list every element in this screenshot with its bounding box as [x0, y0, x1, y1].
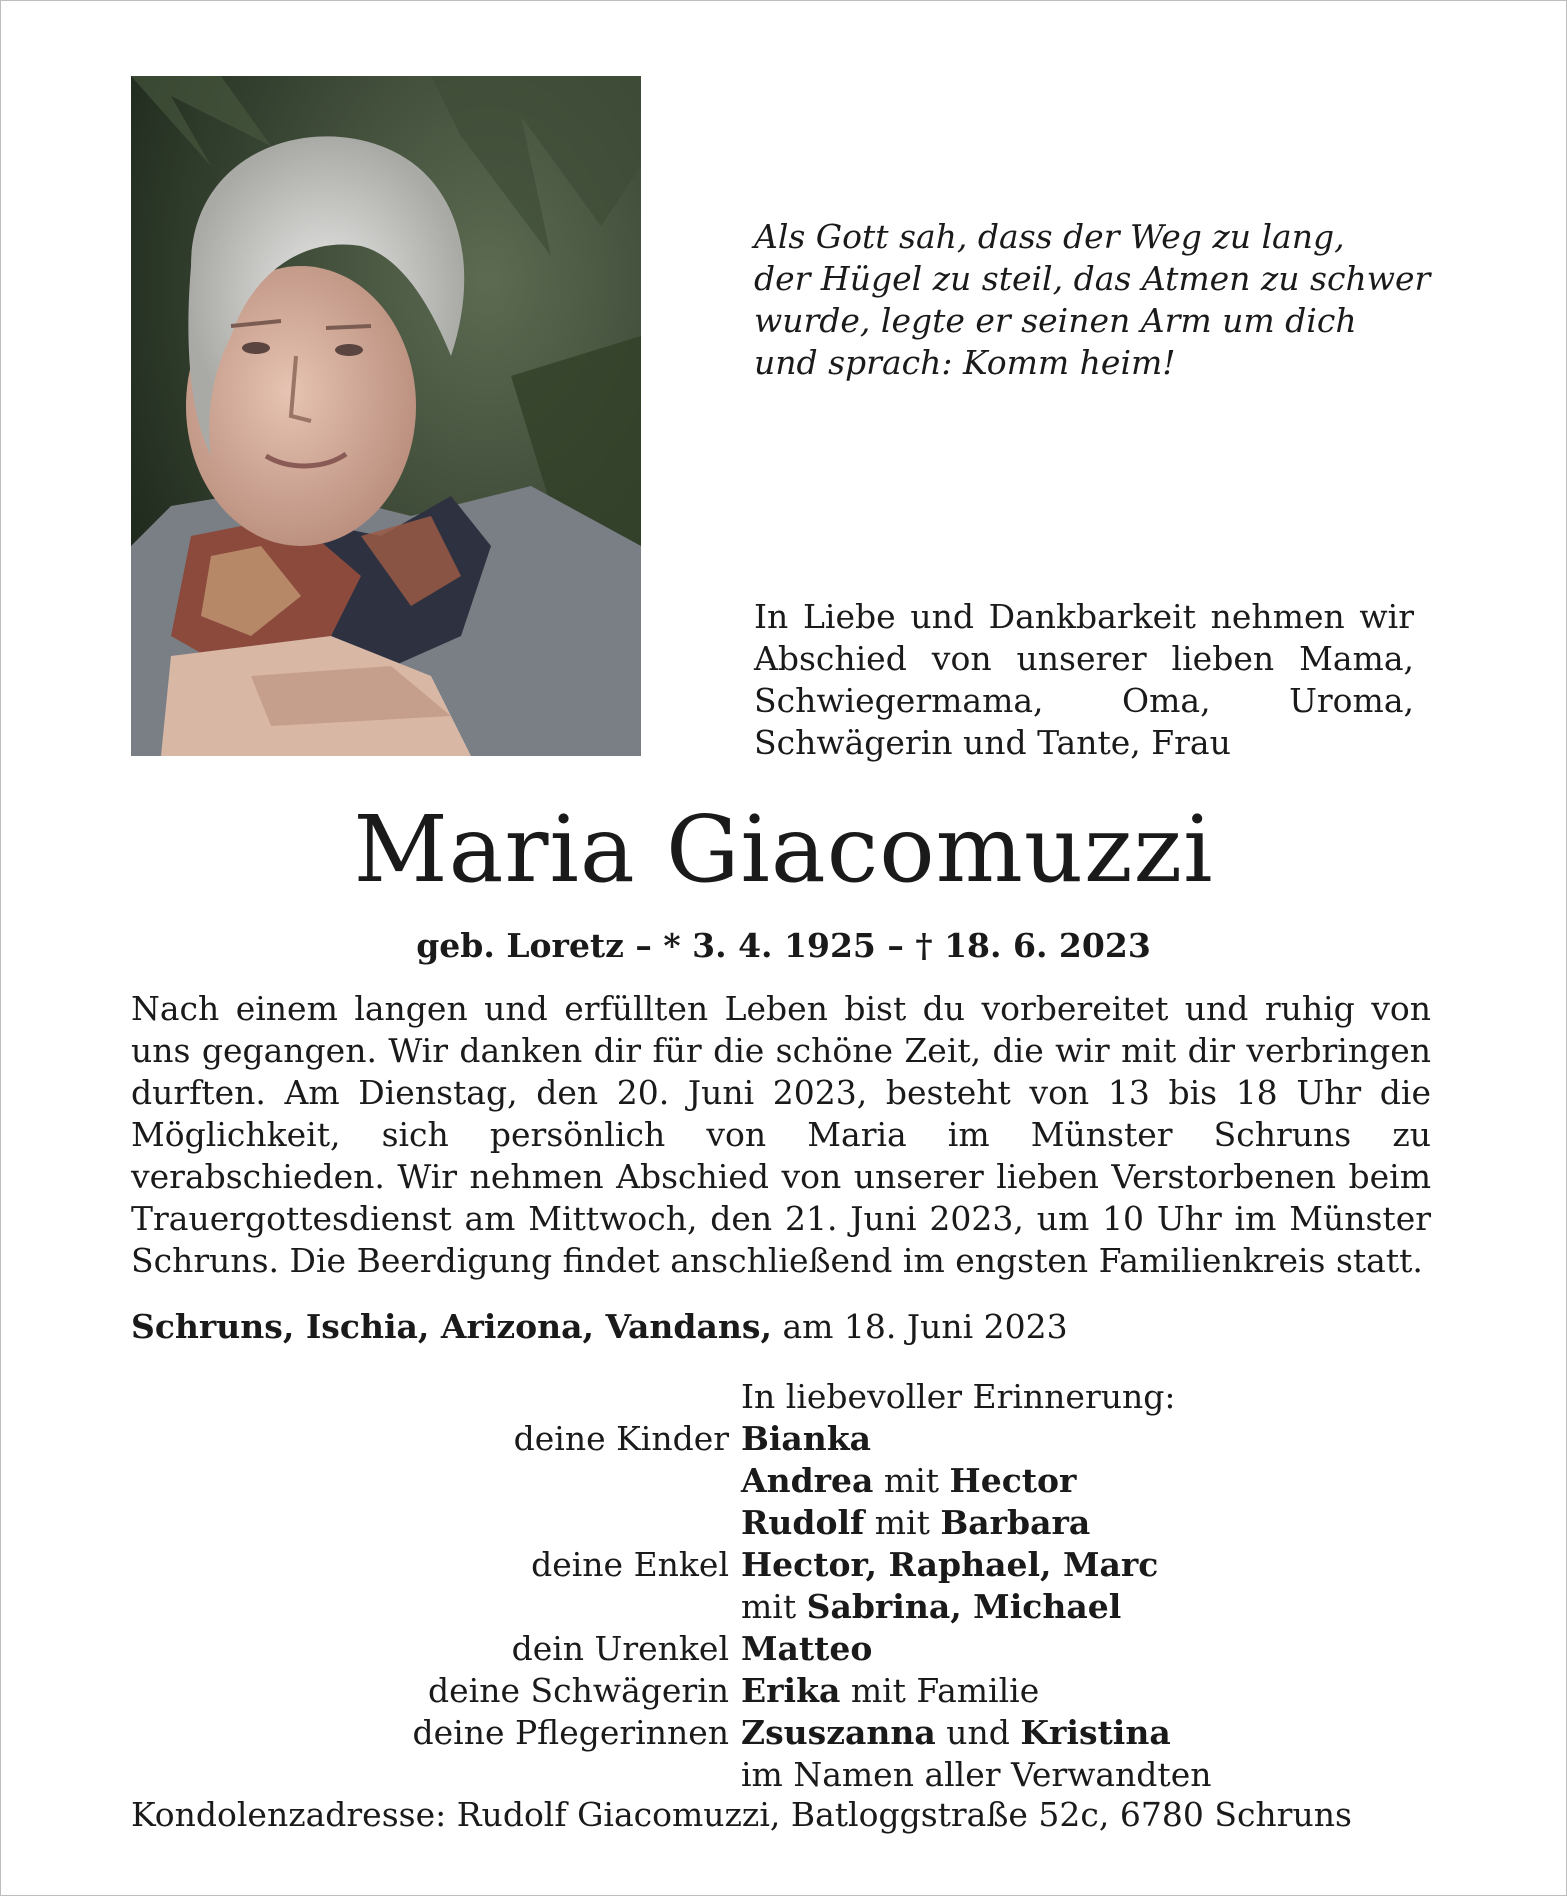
relation-label — [131, 1376, 741, 1418]
connector-text: im Namen aller Verwandten — [741, 1755, 1212, 1794]
connector-text: mit — [864, 1503, 941, 1542]
relation-label: deine Pflegerinnen — [412, 1713, 729, 1752]
mourner-name: Andrea — [741, 1461, 874, 1500]
mourner-name: Zsuszanna — [741, 1713, 936, 1752]
mourner-names — [741, 1460, 1076, 1502]
mourner-names — [741, 1544, 1158, 1586]
mourner-name: Sabrina, Michael — [806, 1587, 1122, 1626]
mourner-row — [131, 1502, 1431, 1544]
remembrance-row — [131, 1376, 1431, 1418]
mourner-name: Matteo — [741, 1629, 873, 1668]
mourner-names — [741, 1712, 1171, 1754]
mourner-row — [131, 1586, 1431, 1628]
relation-label — [131, 1586, 741, 1628]
mourner-name: Bianka — [741, 1419, 872, 1458]
poem-line: der Hügel zu steil, das Atmen zu schwer — [754, 259, 1431, 298]
relation-label: deine Kinder — [513, 1419, 729, 1458]
mourners-list — [131, 1376, 1431, 1796]
condolence-address: Kondolenzadresse: Rudolf Giacomuzzi, Batloggstraße 52c, 6780 Schruns — [131, 1795, 1352, 1834]
poem-line: und sprach: Komm heim! — [754, 343, 1176, 382]
connector-text: mit — [741, 1587, 807, 1626]
relation-label — [131, 1754, 741, 1796]
mourner-name: Kristina — [1020, 1713, 1171, 1752]
mourner-row — [131, 1628, 1431, 1670]
connector-text: mit Familie — [840, 1671, 1040, 1710]
mourner-names — [741, 1418, 871, 1460]
body-text: Nach einem langen und erfüllten Leben bist du vorbereitet und ruhig von uns gegangen. Wir danken dir für die schöne Zeit, die wir mit dir verbringen durften. Am Dienstag, den 20. Juni 2023, besteht von 13 bis 18 Uhr die Möglichkeit, sich persönlich von Maria im Münster Schruns zu verabschieden. Wir nehmen Abschied von unserer lieben Verstorbenen beim Trauergottesdienst am Mittwoch, den 21. Juni 2023, um 10 Uhr im Münster Schruns. Die Beerdigung findet anschließend im engsten Familienkreis statt. — [131, 989, 1431, 1280]
remembrance-heading: In liebevoller Erinnerung: — [741, 1377, 1176, 1416]
mourner-names — [741, 1502, 1090, 1544]
mourner-name: Hector — [949, 1461, 1077, 1500]
notice-date: am 18. Juni 2023 — [771, 1307, 1068, 1346]
mourner-row — [131, 1418, 1431, 1460]
mourner-row — [131, 1460, 1431, 1502]
mourner-row — [131, 1712, 1431, 1754]
poem — [754, 216, 1474, 384]
deceased-name: Maria Giacomuzzi — [353, 796, 1214, 903]
mourner-name: Barbara — [940, 1503, 1091, 1542]
mourner-names — [741, 1670, 1039, 1712]
connector-text: mit — [873, 1461, 950, 1500]
birth-death-line: geb. Loretz – * 3. 4. 1925 – † 18. 6. 2023 — [416, 926, 1151, 965]
relation-label — [131, 1460, 741, 1502]
relation-label — [131, 1502, 741, 1544]
mourner-row — [131, 1754, 1431, 1796]
place-date-line — [131, 1306, 1431, 1348]
mourner-name: Erika — [741, 1671, 841, 1710]
mourner-row — [131, 1670, 1431, 1712]
poem-line: Als Gott sah, dass der Weg zu lang, — [754, 217, 1345, 256]
mourner-names — [741, 1754, 1211, 1796]
mourner-names — [741, 1586, 1121, 1628]
mourner-name: Hector, Raphael, Marc — [741, 1545, 1159, 1584]
connector-text: und — [935, 1713, 1021, 1752]
mourner-row — [131, 1544, 1431, 1586]
poem-line: wurde, legte er seinen Arm um dich — [754, 301, 1357, 340]
relation-label: deine Enkel — [531, 1545, 729, 1584]
mourner-names — [741, 1628, 872, 1670]
relation-label: dein Urenkel — [511, 1629, 729, 1668]
relation-label: deine Schwägerin — [428, 1671, 729, 1710]
portrait-photo — [131, 76, 641, 756]
mourner-name: Rudolf — [741, 1503, 865, 1542]
place-names: Schruns, Ischia, Arizona, Vandans, — [131, 1307, 772, 1346]
intro-text: In Liebe und Dankbarkeit nehmen wir Abschied von unserer lieben Mama, Schwiegermama, Oma, Uroma, Schwägerin und Tante, Frau — [754, 597, 1414, 762]
